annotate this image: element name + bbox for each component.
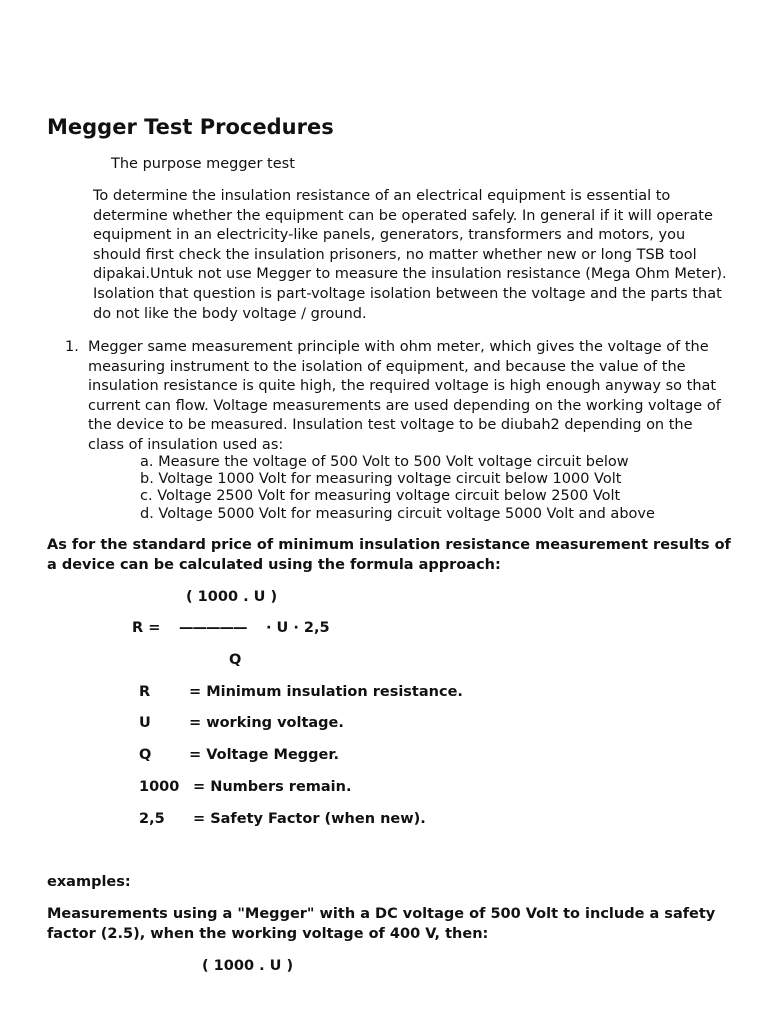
sub-list-item: d. Voltage 5000 Volt for measuring circuit voltage 5000 Volt and above <box>140 505 655 522</box>
page-title: Megger Test Procedures <box>47 115 334 139</box>
definition-symbol: Q <box>139 747 152 763</box>
definition-row <box>139 715 344 731</box>
definition-symbol: U <box>139 715 151 731</box>
definition-meaning: = Safety Factor (when new). <box>193 811 426 827</box>
sub-list-item: b. Voltage 1000 Volt for measuring voltage circuit below 1000 Volt <box>140 471 622 488</box>
list-marker: 1. <box>65 339 79 355</box>
example-formula-numerator: ( 1000 . U ) <box>202 958 294 974</box>
definition-meaning: = Voltage Megger. <box>189 747 339 763</box>
definition-symbol: 1000 <box>139 779 180 795</box>
definition-meaning: = working voltage. <box>189 715 344 731</box>
formula-lhs: R = <box>132 620 161 636</box>
list-item-text: Megger same measurement principle with ohm meter, which gives the voltage of the measuring instrument to the isolation of equipment, and because the value of the insulation resistance is quite high, the required voltage is high enough anyway so that current can flow. Voltage measurements are used depending on the working voltage of the device to be measured. Insulation test voltage to be diubah2 depending on the class of insulation used as: <box>88 339 721 453</box>
definition-row <box>139 684 463 700</box>
voltage-sub-list <box>140 454 655 523</box>
definition-meaning: = Numbers remain. <box>193 779 352 795</box>
definition-row <box>139 779 352 795</box>
sub-list-item: a. Measure the voltage of 500 Volt to 500 Volt voltage circuit below <box>140 454 629 470</box>
formula-numerator: ( 1000 . U ) <box>186 589 278 605</box>
definition-meaning: = Minimum insulation resistance. <box>189 684 463 700</box>
definition-row <box>139 811 426 827</box>
formula-rhs: · U · 2,5 <box>266 620 330 636</box>
definition-row <box>139 747 339 763</box>
formula-denominator: Q <box>229 652 242 668</box>
section-subtitle: The purpose megger test <box>111 156 295 172</box>
formula-fraction-bar: ————— <box>179 620 247 636</box>
sub-list-item: c. Voltage 2500 Volt for measuring voltage circuit below 2500 Volt <box>140 488 621 505</box>
examples-heading: examples: <box>47 874 131 890</box>
intro-paragraph: To determine the insulation resistance of an electrical equipment is essential to determine whether the equipment can be operated safely. In general if it will operate equipment in an electricity-like panels, generators, transformers and motors, you should first check the insulation prisoners, no matter whether new or long TSB tool dipakai.Untuk not use Megger to measure the insulation resistance (Mega Ohm Meter). Isolation that question is part-voltage isolation between the voltage and the parts that do not like the body voltage / ground. <box>93 188 727 322</box>
standard-paragraph: As for the standard price of minimum insulation resistance measurement results of a device can be calculated using the formula approach: <box>47 537 731 573</box>
definition-symbol: R <box>139 684 151 700</box>
definition-symbol: 2,5 <box>139 811 165 827</box>
example-paragraph: Measurements using a "Megger" with a DC voltage of 500 Volt to include a safety factor (2.5), when the working voltage of 400 V, then: <box>47 906 716 942</box>
